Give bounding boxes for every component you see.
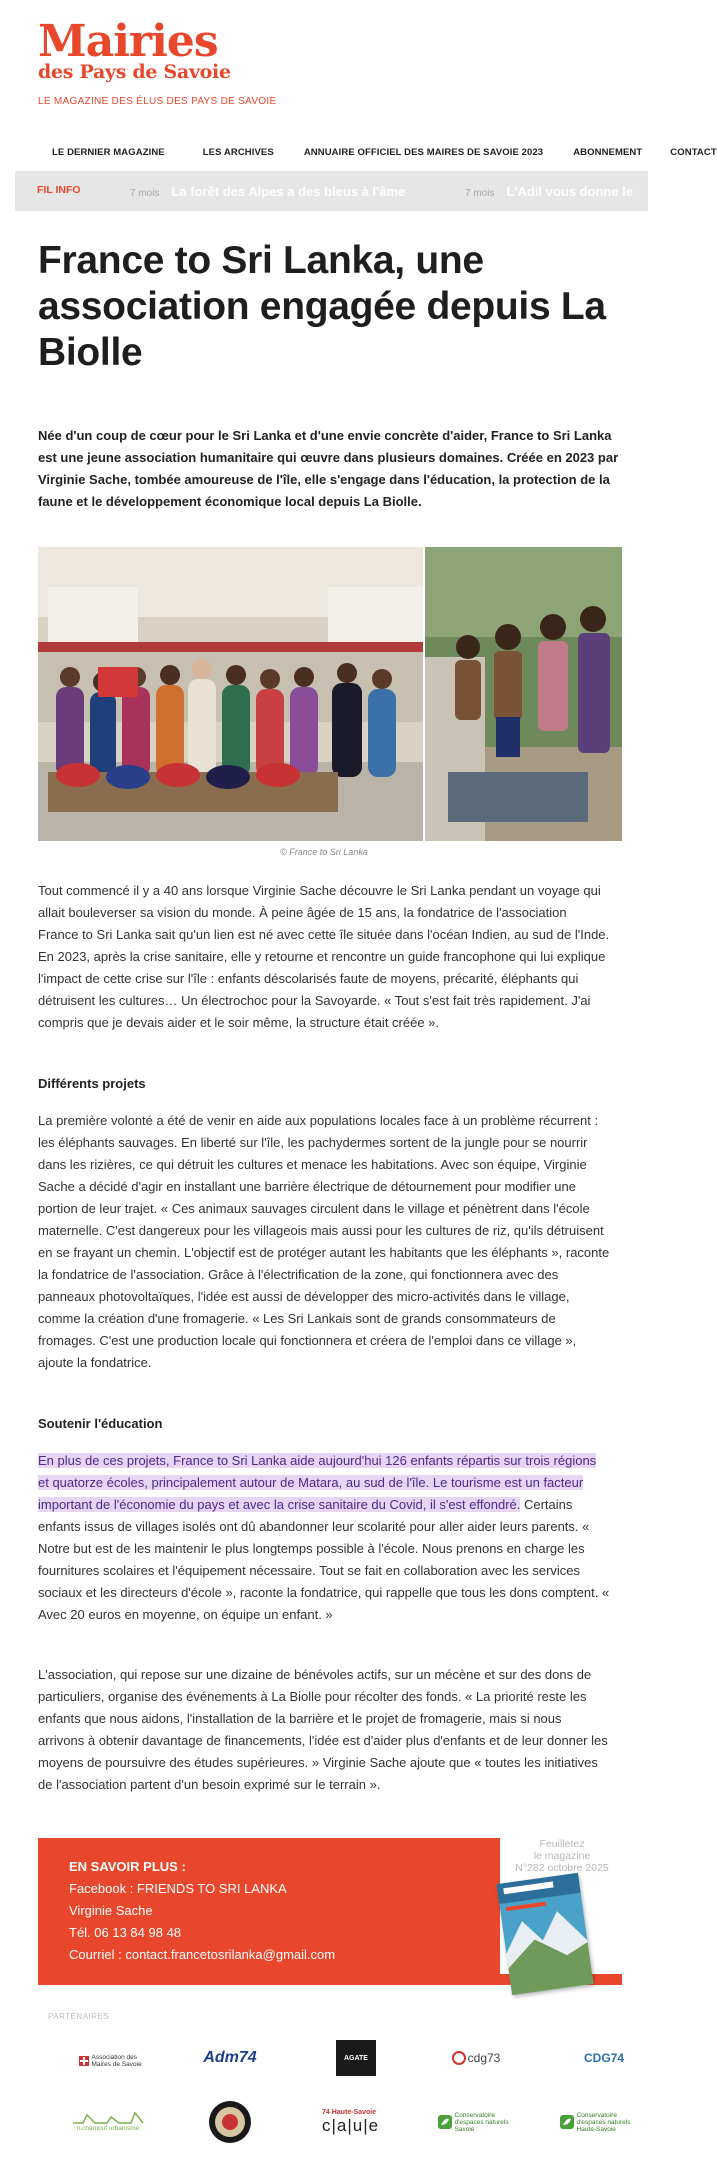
article-photo[interactable] [38, 547, 622, 841]
article-photo-illustration [38, 547, 622, 841]
info-email[interactable]: Courriel : contact.francetosrilanka@gmail.com [69, 1947, 336, 1962]
logo-title: Mairies [38, 16, 218, 67]
partner-name: Adm74 [203, 2049, 257, 2066]
partner-logo-agate[interactable] [336, 2040, 376, 2076]
savoie-cross-icon [79, 2056, 89, 2066]
magazine-cover-image[interactable] [497, 1873, 594, 1995]
partner-logo-cdg73[interactable] [446, 2042, 506, 2074]
info-facebook: Facebook : FRIENDS TO SRI LANKA [69, 1881, 287, 1896]
logo-tagline: LE MAGAZINE DES ÉLUS DES PAYS DE SAVOIE [38, 96, 277, 107]
nav-contact[interactable]: CONTACT [670, 146, 717, 158]
info-box [38, 1838, 500, 1974]
nav-abonnement[interactable]: ABONNEMENT [573, 146, 643, 158]
site-logo[interactable] [38, 16, 338, 107]
urbanisme-skyline-icon [73, 2111, 143, 2125]
partner-logo-caue[interactable] [322, 2100, 382, 2144]
article-subheading: Différents projets [38, 1076, 146, 1091]
article-lead: Née d'un coup de cœur pour le Sri Lanka et d'une envie concrète d'aider, France to Sri Lanka est une jeune association humanitaire qui œuvre dans plusieurs domaines. Créée en 2023 par Virginie Sache, tombée amoureuse de l'île, elle s'engage dans l'éducation, la protection de la faune et le développement économique local depuis La Biolle. [38, 428, 619, 509]
partner-name: AGATE [344, 2054, 368, 2062]
leaf-icon [438, 2115, 452, 2129]
partner-name: c|a|u|e [322, 2115, 380, 2135]
partner-name: cdg73 [467, 2051, 501, 2065]
article-paragraph: L'association, qui repose sur une dizaine de bénévoles actifs, sur un mécène et sur des dons de particuliers, organise des événements à La Biolle pour récolter des fonds. « La priorité reste les enfants que nous aidons, l'installation de la barrière et le projet de fromagerie, mais si nous arrivons à obtenir davantage de financements, l'idée est d'aider plus d'enfants et de leur donner les moyens de poursuivre des études supérieures. » Virginie Sache ajoute que « toutes les initiatives de l'association partent d'un besoin exprimé sur le terrain ». [38, 1667, 608, 1792]
paragraph-text: Certains enfants issus de villages isolés ont dû abandonner leur scolarité pour aller aider leurs parents. « Notre but est de les maintenir le plus longtemps possible à l'école. Nous prenons en charge les fournitures scolaires et l'équipement nécessaire. Tout se fait en collaboration avec les services sociaux et les directeurs d'école », raconte la fondatrice, qui rappelle que tous les dons comptent. « Avec 20 euros en moyenne, on équipe un enfant. » [38, 1497, 610, 1622]
article-title: France to Sri Lanka, une association engagée depuis La Biolle [38, 239, 606, 374]
partner-logo-urbanisme[interactable] [70, 2106, 146, 2136]
partner-logo-gendarmerie[interactable] [206, 2098, 254, 2146]
magazine-promo-line: N°282 octobre 2025 [515, 1862, 609, 1874]
partner-name: 74 Haute-Savoie [322, 2108, 377, 2116]
ticker-title: L'Adil vous donne le [506, 184, 634, 199]
partner-name: n.chamouf urbanisme [76, 2124, 140, 2132]
ticker-time: 7 mois [130, 188, 160, 199]
nav-dernier-magazine[interactable]: LE DERNIER MAGAZINE [52, 146, 165, 158]
ticker-item[interactable] [130, 183, 405, 201]
partner-logo-cen-haute-savoie[interactable] [558, 2100, 642, 2144]
partner-logo-cen-savoie[interactable] [436, 2100, 516, 2144]
partner-name: Association des Maires de Savoie [91, 2054, 142, 2068]
logo-subtitle: des Pays de Savoie [38, 61, 231, 83]
magazine-promo[interactable] [502, 1838, 622, 1874]
article-paragraph: Tout commencé il y a 40 ans lorsque Virginie Sache découvre le Sri Lanka pendant un voyage qui allait bouleverser sa vision du monde. À peine âgée de 15 ans, la fondatrice de l'association France to Sri Lanka sait qu'un lien est né avec cette île située dans l'océan Indien, au sud de l'Inde. En 2023, après la crise sanitaire, elle y retourne et rencontre un guide francophone qui lui explique l'impact de cette crise sur l'île : enfants déscolarisés faute de moyens, précarité, éléphants qui détruisent les cultures… Un électrochoc pour la Savoyarde. « Tout s'est fait très rapidement. J'ai compris que je devais aider et le soir même, la structure était créée ». [38, 883, 610, 1030]
leaf-icon [560, 2115, 574, 2129]
partner-logo-ams[interactable] [76, 2046, 146, 2076]
magazine-cover-art [497, 1873, 594, 1995]
nav-archives[interactable]: LES ARCHIVES [202, 146, 274, 158]
partner-logo-cdg74[interactable] [574, 2040, 634, 2076]
info-phone[interactable]: Tél. 06 13 84 98 48 [69, 1925, 182, 1940]
news-ticker [15, 171, 648, 211]
cdg73-swirl-icon [452, 2051, 466, 2065]
article-paragraph [38, 1450, 610, 1626]
emblem-icon [208, 2100, 252, 2144]
partner-name: Conservatoire d'espaces naturels Haute-Savoie [576, 2111, 631, 2133]
partner-logo-adm74[interactable] [200, 2040, 260, 2076]
nav-annuaire[interactable]: ANNUAIRE OFFICIEL DES MAIRES DE SAVOIE 2023 [303, 146, 544, 158]
magazine-promo-line: Feuilletez [539, 1838, 585, 1850]
magazine-promo-line: le magazine [533, 1850, 591, 1862]
ticker-label: FIL INFO [37, 184, 81, 196]
partner-name: Conservatoire d'espaces naturels Savoie [454, 2111, 509, 2133]
article-subheading: Soutenir l'éducation [38, 1416, 163, 1431]
info-box-title: EN SAVOIR PLUS : [69, 1859, 186, 1874]
main-nav [52, 144, 717, 160]
ticker-time: 7 mois [465, 188, 495, 199]
article-paragraph: La première volonté a été de venir en aide aux populations locales face à un problème récurrent : les éléphants sauvages. En liberté sur l'île, les pachydermes sortent de la jungle pour se nourrir dans les rizières, ce qui détruit les cultures et menace les habitations. Avec son équipe, Virginie Sache a décidé d'agir en installant une barrière électrique de détournement pour modifier une portion de leur trajet. « Ces animaux sauvages circulent dans le village et pénètrent dans l'école maternelle. C'est dangereux pour les villageois mais aussi pour les cultures de riz, qu'ils détruisent en se frayant un chemin. L'objectif est de protéger autant les habitants que les éléphants », raconte la fondatrice de l'association. Grâce à l'électrification de la zone, qui fonctionnera avec des panneaux photovoltaïques, l'idée est aussi de développer des micro-activités dans le village, comme la création d'une fromagerie. « Les Sri Lankais sont de grands consommateurs de fromages. C'est une production locale qui fonctionnera et créera de l'emploi dans ce village », ajoute la fondatrice. [38, 1113, 610, 1370]
highlighted-text: En plus de ces projets, France to Sri Lanka aide aujourd'hui 126 enfants répartis sur trois régions et quatorze écoles, principalement autour de Matara, au sud de l'île. Le tourisme est un facteur important de l'économie du pays et avec la crise sanitaire du Covid, il s'est effondré. [38, 1453, 597, 1512]
info-name: Virginie Sache [69, 1903, 153, 1918]
ticker-item[interactable] [465, 183, 633, 201]
partners-label: PARTENAIRES [48, 2012, 110, 2021]
photo-caption: © France to Sri Lanka [280, 847, 368, 857]
partner-name: CDG74 [583, 2051, 624, 2065]
ticker-title: La forêt des Alpes a des bleus à l'âme [171, 184, 406, 199]
